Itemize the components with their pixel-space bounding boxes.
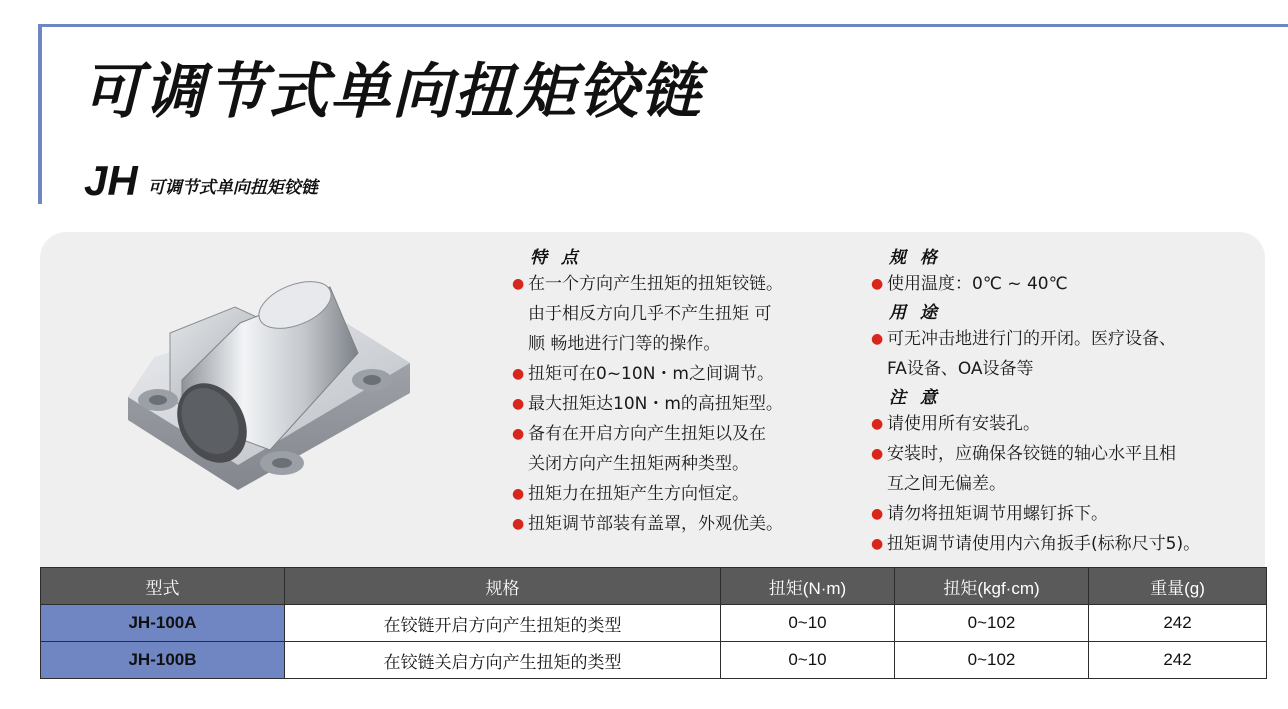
- bullet-dot-icon: ●: [871, 331, 884, 347]
- usage-title: 用 途: [889, 303, 941, 323]
- col-header-torque-nm: 扭矩(N·m): [721, 568, 895, 605]
- table-row: [41, 605, 1267, 642]
- cell-torque-nm: 0~10: [721, 642, 895, 679]
- note-item: ● 扭矩调节请使用内六角扳手(标称尺寸5)。: [871, 529, 1266, 559]
- model-heading: [84, 152, 318, 202]
- specs-title: 规 格: [889, 248, 941, 268]
- model-subtitle: 可调节式单向扭矩铰链: [147, 178, 318, 198]
- bullet-dot-icon: ●: [871, 536, 884, 552]
- bullet-dot-icon: ●: [871, 416, 884, 432]
- table-header-row: [41, 568, 1267, 605]
- cell-spec: 在铰链开启方向产生扭矩的类型: [285, 605, 721, 642]
- feature-item: ● 备有在开启方向产生扭矩以及在 关闭方向产生扭矩两种类型。: [512, 419, 842, 479]
- col-header-torque-kgfcm: 扭矩(kgf·cm): [895, 568, 1089, 605]
- bullet-dot-icon: ●: [512, 276, 525, 292]
- bullet-dot-icon: ●: [512, 516, 525, 532]
- bullet-dot-icon: ●: [871, 446, 884, 462]
- hinge-product-image: [110, 275, 430, 520]
- cell-spec: 在铰链关启方向产生扭矩的类型: [285, 642, 721, 679]
- page-title: 可调节式单向扭矩铰链: [82, 57, 702, 127]
- note-item: ● 安装时，应确保各铰链的轴心水平且相 互之间无偏差。: [871, 439, 1266, 499]
- features-title: 特 点: [530, 248, 582, 268]
- cell-weight: 242: [1089, 605, 1267, 642]
- cell-torque-nm: 0~10: [721, 605, 895, 642]
- bullet-dot-icon: ●: [512, 396, 525, 412]
- cell-weight: 242: [1089, 642, 1267, 679]
- notes-title: 注 意: [889, 388, 941, 408]
- note-item: ● 请使用所有安装孔。: [871, 409, 1266, 439]
- feature-item: ● 扭矩力在扭矩产生方向恒定。: [512, 479, 842, 509]
- header-left-accent-bar: [38, 24, 42, 204]
- bullet-dot-icon: ●: [512, 366, 525, 382]
- feature-item: ● 最大扭矩达10N・m的高扭矩型。: [512, 389, 842, 419]
- col-header-spec: 规格: [285, 568, 721, 605]
- cell-model: JH-100A: [41, 605, 285, 642]
- feature-item: ● 扭矩调节部装有盖罩，外观优美。: [512, 509, 842, 539]
- bullet-dot-icon: ●: [512, 426, 525, 442]
- spec-item: ● 使用温度：0℃ ~ 40℃: [871, 269, 1266, 299]
- feature-item: ● 在一个方向产生扭矩的扭矩铰链。 由于相反方向几乎不产生扭矩 可 顺 畅地进行门等的操作。: [512, 269, 842, 359]
- table-row: [41, 642, 1267, 679]
- col-header-model: 型式: [41, 568, 285, 605]
- header-top-rule: [40, 24, 1288, 27]
- bullet-dot-icon: ●: [512, 486, 525, 502]
- bullet-dot-icon: ●: [871, 276, 884, 292]
- specs-usage-notes-section: [871, 247, 1266, 559]
- col-header-weight: 重量(g): [1089, 568, 1267, 605]
- cell-torque-kgfcm: 0~102: [895, 605, 1089, 642]
- cell-torque-kgfcm: 0~102: [895, 642, 1089, 679]
- cell-model: JH-100B: [41, 642, 285, 679]
- spec-table: [40, 567, 1267, 679]
- feature-item: ● 扭矩可在0~10N・m之间调节。: [512, 359, 842, 389]
- usage-item: ● 可无冲击地进行门的开闭。医疗设备、 FA设备、OA设备等: [871, 324, 1266, 384]
- features-section: [512, 247, 842, 539]
- model-code: JH: [84, 157, 138, 204]
- note-item: ● 请勿将扭矩调节用螺钉拆下。: [871, 499, 1266, 529]
- bullet-dot-icon: ●: [871, 506, 884, 522]
